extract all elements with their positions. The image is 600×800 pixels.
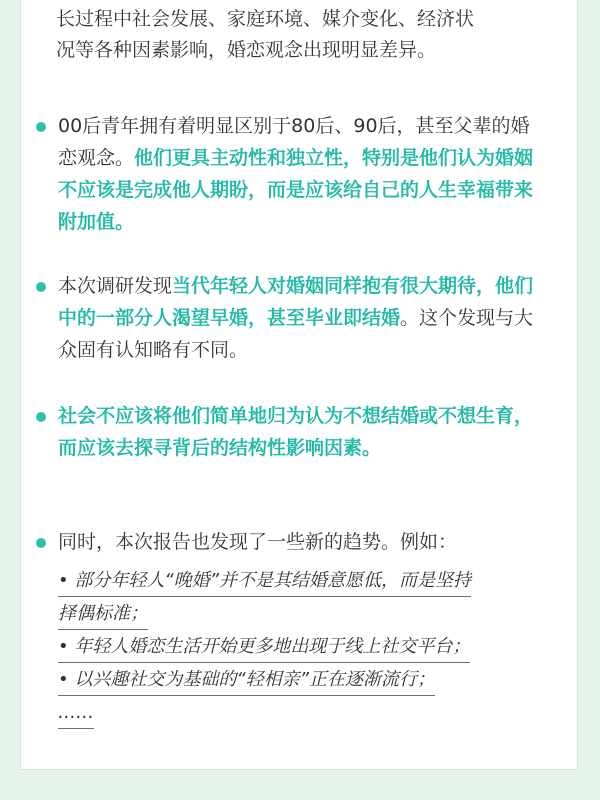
bullet-plain-text: 00后青年拥有着明显区别于80后、90后，甚至父辈的婚恋观念。 xyxy=(58,115,530,169)
trend-item: …… xyxy=(58,698,94,729)
intro-paragraph xyxy=(56,4,556,66)
bullet-item-generation xyxy=(36,110,556,240)
bullet-highlight-text: 当代年轻人对婚姻同样抱有很大期待，他们中的一部分人渴望早婚，甚至毕业即结婚 xyxy=(58,275,534,329)
bullet-text xyxy=(58,270,548,366)
bullet-text xyxy=(58,400,548,464)
trend-list xyxy=(58,566,528,731)
bullet-item-society xyxy=(36,400,556,470)
bullet-highlight-text: 社会不应该将他们简单地归为认为不想结婚或不想生育，而应该去探寻背后的结构性影响因素。 xyxy=(58,405,534,459)
trend-item: • 以兴趣社交为基础的“轻相亲”正在逐渐流行； xyxy=(58,665,435,696)
bullet-dot-icon xyxy=(36,282,46,292)
bullet-plain-text: 同时，本次报告也发现了一些新的趋势。例如： xyxy=(58,531,458,553)
trend-item: • 年轻人婚恋生活开始更多地出现于线上社交平台； xyxy=(58,632,470,663)
trend-item: 择偶标准； xyxy=(58,599,148,630)
intro-line-1: 长过程中社会发展、家庭环境、媒介变化、经济状 xyxy=(56,8,475,30)
bullet-dot-icon xyxy=(36,538,46,548)
bullet-item-trends xyxy=(36,526,556,560)
bullet-highlight-text: 他们更具主动性和独立性，特别是他们认为婚姻不应该是完成他人期盼，而是应该给自己的人生幸福带来附加值。 xyxy=(58,147,534,233)
bullet-plain-suffix: 。这个发现与大众固有认知略有不同。 xyxy=(58,307,534,361)
bullet-dot-icon xyxy=(36,122,46,132)
bullet-dot-icon xyxy=(36,412,46,422)
intro-line-2: 况等各种因素影响，婚恋观念出现明显差异。 xyxy=(56,39,437,61)
bullet-text xyxy=(58,110,548,238)
trend-item: • 部分年轻人“晚婚”并不是其结婚意愿低，而是坚持 xyxy=(58,566,471,597)
bullet-plain-text: 本次调研发现 xyxy=(58,275,173,297)
bullet-item-survey xyxy=(36,270,556,370)
bullet-text xyxy=(58,526,548,558)
